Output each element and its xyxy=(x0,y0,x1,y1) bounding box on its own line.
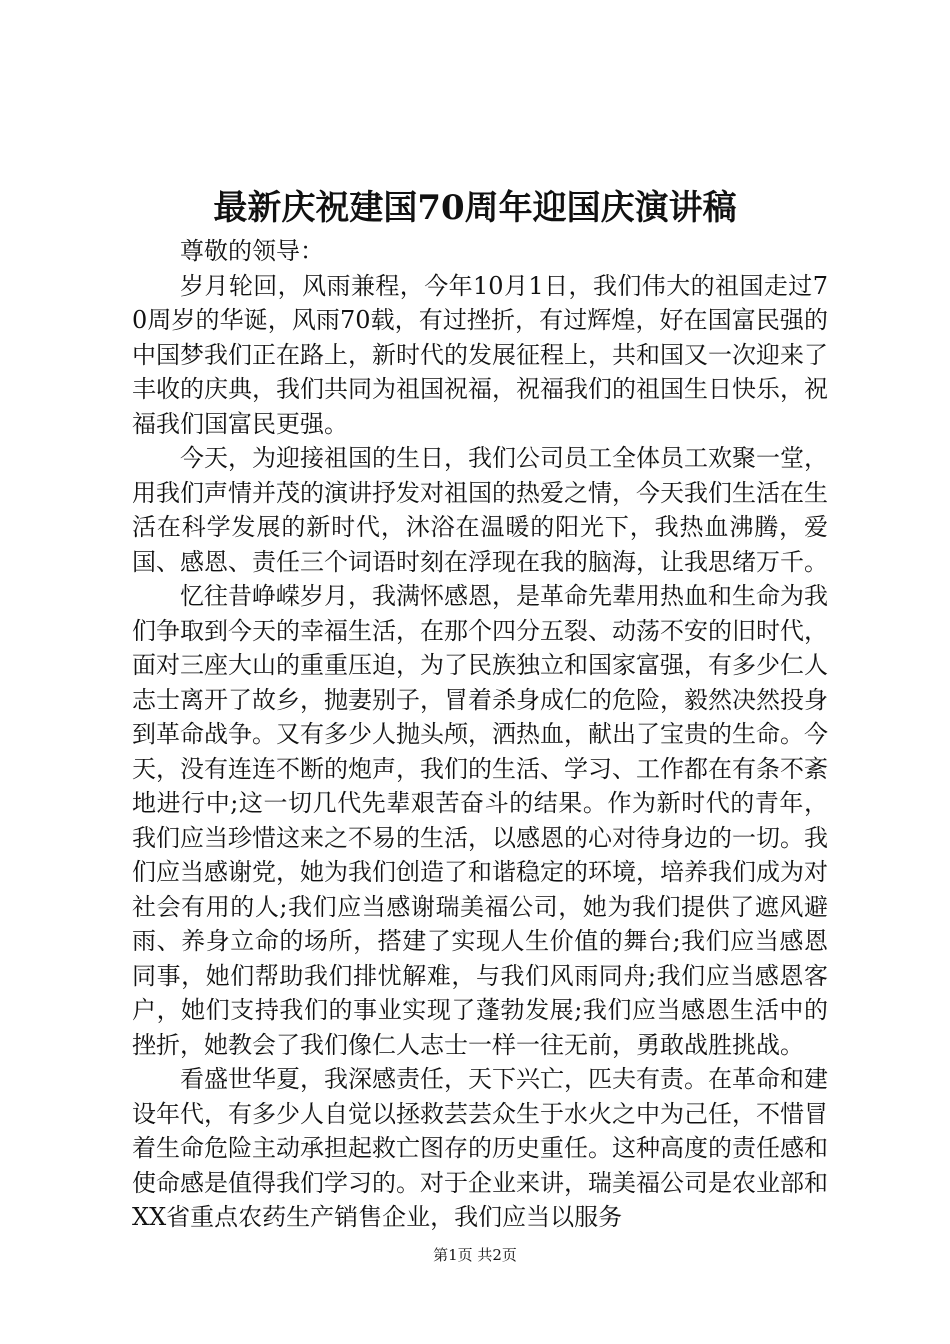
paragraph-2: 今天，为迎接祖国的生日，我们公司员工全体员工欢聚一堂，用我们声情并茂的演讲抒发对祖国的热爱之情，今天我们生活在生活在科学发展的新时代，沐浴在温暖的阳光下，我热血沸腾，爱国、感恩、责任三个词语时刻在浮现在我的脑海，让我思绪万千。 xyxy=(132,444,828,576)
page-footer: 第1页 共2页 xyxy=(433,1246,517,1264)
salutation: 尊敬的领导： xyxy=(180,237,324,265)
document-body xyxy=(132,234,828,1235)
document-title: 最新庆祝建国70周年迎国庆演讲稿 xyxy=(213,188,737,228)
paragraph-4: 看盛世华夏，我深感责任，天下兴亡，匹夫有责。在革命和建设年代，有多少人自觉以拯救芸芸众生于水火之中为己任，不惜冒着生命危险主动承担起救亡图存的历史重任。这种高度的责任感和使命感是值得我们学习的。对于企业来讲，瑞美福公司是农业部和XX省重点农药生产销售企业，我们应当以服务 xyxy=(132,1065,828,1231)
paragraph-1: 岁月轮回，风雨兼程，今年10月1日，我们伟大的祖国走过70周岁的华诞，风雨70载，有过挫折，有过辉煌，好在国富民强的中国梦我们正在路上，新时代的发展征程上，共和国又一次迎来了丰收的庆典，我们共同为祖国祝福，祝福我们的祖国生日快乐，祝福我们国富民更强。 xyxy=(132,271,828,438)
paragraph-3: 忆往昔峥嵘岁月，我满怀感恩，是革命先辈用热血和生命为我们争取到今天的幸福生活，在那个四分五裂、动荡不安的旧时代，面对三座大山的重重压迫，为了民族独立和国家富强，有多少仁人志士离开了故乡，抛妻别子，冒着杀身成仁的危险，毅然决然投身到革命战争。又有多少人抛头颅，洒热血，献出了宝贵的生命。今天，没有连连不断的炮声，我们的生活、学习、工作都在有条不紊地进行中;这一切几代先辈艰苦奋斗的结果。作为新时代的青年，我们应当珍惜这来之不易的生活，以感恩的心对待身边的一切。我们应当感谢党，她为我们创造了和谐稳定的环境，培养我们成为对社会有用的人;我们应当感谢瑞美福公司，她为我们提供了遮风避雨、养身立命的场所，搭建了实现人生价值的舞台;我们应当感恩同事，她们帮助我们排忧解难，与我们风雨同舟;我们应当感恩客户，她们支持我们的事业实现了蓬勃发展;我们应当感恩生活中的挫折，她教会了我们像仁人志士一样一往无前，勇敢战胜挑战。 xyxy=(132,582,828,1059)
